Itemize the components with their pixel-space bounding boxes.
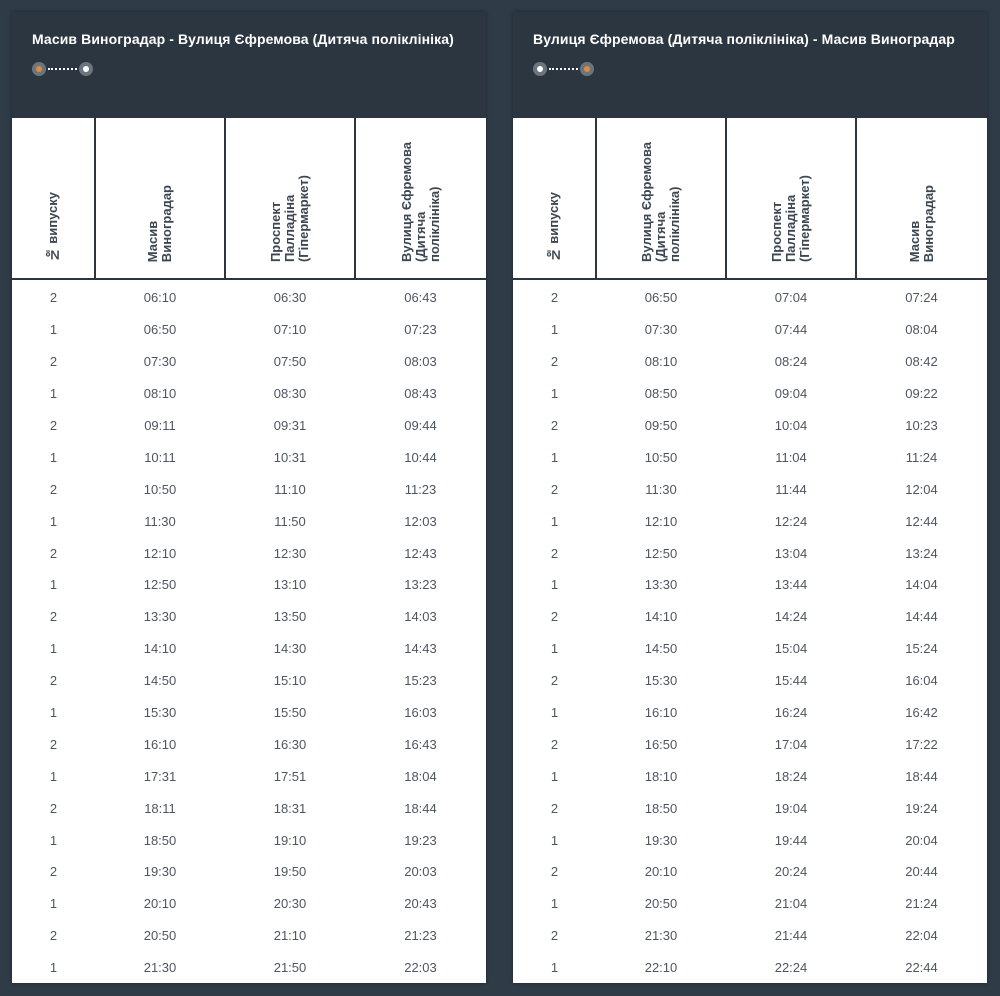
departure-number-cell: 2 [550, 673, 559, 689]
time-cell: 09:22 [905, 386, 938, 402]
departure-number-cell: 2 [550, 864, 559, 880]
time-cell: 08:30 [273, 386, 307, 402]
column-header-stop-1: Вулиця Єфремова (Дитяча поліклініка) [596, 117, 726, 279]
table-row [12, 601, 486, 633]
time-cell: 22:10 [644, 960, 678, 976]
time-cell: 20:04 [905, 832, 938, 848]
table-row [513, 697, 987, 729]
time-cell: 14:50 [644, 641, 678, 657]
time-cell: 15:04 [774, 641, 808, 657]
departure-number-cell: 2 [49, 418, 58, 433]
departure-number-cell: 1 [550, 386, 559, 402]
white-dot-icon [79, 62, 93, 76]
time-cell: 17:51 [273, 768, 307, 784]
time-cell: 18:10 [644, 768, 678, 784]
time-cell: 14:30 [273, 641, 307, 657]
departure-number-cell: 1 [49, 705, 58, 721]
table-row [513, 505, 987, 537]
schedule-panel-outbound [12, 12, 486, 983]
time-cell: 06:50 [143, 322, 177, 338]
table-row [12, 760, 486, 792]
time-cell: 11:30 [645, 481, 677, 497]
departure-number-cell: 1 [550, 641, 559, 657]
dotted-line-icon [48, 68, 77, 70]
time-cell: 10:44 [404, 449, 437, 465]
time-cell: 18:31 [273, 800, 307, 816]
departure-number-cell: 1 [550, 449, 559, 465]
time-cell: 08:04 [905, 322, 938, 338]
departure-number-cell: 2 [49, 290, 58, 306]
table-row [12, 314, 486, 346]
time-cell: 06:10 [143, 290, 177, 306]
time-cell: 10:04 [774, 418, 808, 433]
departure-number-cell: 1 [49, 577, 58, 593]
time-cell: 13:04 [774, 545, 808, 561]
time-cell: 15:30 [143, 705, 177, 721]
time-cell: 12:10 [644, 513, 678, 529]
time-cell: 17:31 [143, 768, 177, 784]
departure-number-cell: 1 [49, 832, 58, 848]
time-cell: 13:23 [404, 577, 437, 593]
time-cell: 18:50 [143, 832, 177, 848]
time-cell: 19:44 [774, 832, 808, 848]
time-cell: 10:11 [144, 449, 176, 465]
time-cell: 10:31 [273, 449, 307, 465]
time-cell: 06:50 [644, 290, 678, 306]
time-cell: 09:50 [644, 418, 678, 433]
departure-number-cell: 2 [49, 609, 58, 625]
departure-number-cell: 1 [49, 768, 58, 784]
time-cell: 21:23 [404, 928, 437, 944]
table-row [513, 856, 987, 888]
departure-number-cell: 1 [550, 768, 559, 784]
time-cell: 12:04 [905, 481, 938, 497]
time-cell: 20:44 [905, 864, 938, 880]
departure-number-cell: 2 [49, 736, 58, 752]
time-cell: 07:24 [905, 290, 938, 306]
table-row [12, 792, 486, 824]
time-cell: 20:10 [644, 864, 678, 880]
time-cell: 18:44 [404, 800, 437, 816]
time-cell: 20:43 [404, 896, 437, 912]
table-row [513, 824, 987, 856]
time-cell: 14:43 [404, 641, 437, 657]
time-cell: 09:11 [144, 418, 176, 433]
time-cell: 22:04 [905, 928, 938, 944]
time-cell: 07:50 [273, 354, 307, 370]
table-header-row [12, 117, 486, 279]
column-header-stop-3: Масив Виноградар [856, 117, 987, 279]
table-row [513, 537, 987, 569]
time-cell: 19:24 [905, 800, 938, 816]
time-cell: 22:03 [404, 960, 437, 976]
table-row [12, 633, 486, 665]
time-cell: 10:50 [644, 449, 678, 465]
table-row [513, 410, 987, 442]
departure-number-cell: 1 [49, 449, 58, 465]
column-header-stop-2: Проспект Палладіна (Гіпермаркет) [225, 117, 355, 279]
departure-number-cell: 1 [49, 896, 58, 912]
schedule-body [513, 279, 987, 983]
table-row [513, 760, 987, 792]
table-row [513, 569, 987, 601]
time-cell: 19:30 [644, 832, 678, 848]
table-row [12, 888, 486, 920]
table-row [513, 378, 987, 410]
table-row [513, 888, 987, 920]
time-cell: 21:50 [273, 960, 307, 976]
time-cell: 14:10 [644, 609, 678, 625]
time-cell: 19:30 [143, 864, 177, 880]
departure-number-cell: 1 [550, 322, 559, 338]
route-direction-icon [533, 61, 597, 77]
column-header-stop-3: Вулиця Єфремова (Дитяча поліклініка) [355, 117, 486, 279]
table-row [513, 279, 987, 314]
departure-number-cell: 2 [550, 928, 559, 944]
time-cell: 15:44 [774, 673, 808, 689]
time-cell: 21:44 [774, 928, 808, 944]
time-cell: 09:44 [404, 418, 437, 433]
departure-number-cell: 2 [550, 800, 559, 816]
departure-number-cell: 1 [49, 513, 58, 529]
time-cell: 21:04 [774, 896, 808, 912]
time-cell: 10:23 [905, 418, 938, 433]
time-cell: 17:04 [774, 736, 808, 752]
departure-number-cell: 2 [550, 354, 559, 370]
time-cell: 09:04 [774, 386, 808, 402]
table-row [12, 920, 486, 952]
departure-number-cell: 1 [550, 577, 559, 593]
table-row [513, 441, 987, 473]
time-cell: 07:30 [644, 322, 678, 338]
table-row [12, 473, 486, 505]
white-dot-icon [533, 62, 547, 76]
departure-number-cell: 2 [49, 928, 58, 944]
time-cell: 08:10 [644, 354, 678, 370]
departure-number-cell: 2 [49, 481, 58, 497]
time-cell: 08:03 [404, 354, 437, 370]
time-cell: 14:10 [143, 641, 177, 657]
time-cell: 13:30 [143, 609, 177, 625]
time-cell: 15:24 [905, 641, 938, 657]
time-cell: 14:44 [905, 609, 938, 625]
time-cell: 08:50 [644, 386, 678, 402]
departure-number-cell: 1 [550, 705, 559, 721]
time-cell: 12:50 [644, 545, 678, 561]
table-row [513, 314, 987, 346]
time-cell: 12:24 [774, 513, 808, 529]
departure-number-cell: 1 [550, 960, 559, 976]
time-cell: 12:43 [404, 545, 437, 561]
time-cell: 07:30 [143, 354, 177, 370]
departure-number-cell: 1 [550, 513, 559, 529]
table-row [12, 665, 486, 697]
time-cell: 15:10 [273, 673, 307, 689]
time-cell: 13:44 [774, 577, 808, 593]
time-cell: 13:30 [644, 577, 678, 593]
departure-number-cell: 2 [550, 290, 559, 306]
column-header-stop-2: Проспект Палладіна (Гіпермаркет) [726, 117, 856, 279]
time-cell: 21:24 [905, 896, 938, 912]
table-row [12, 728, 486, 760]
time-cell: 11:23 [404, 481, 437, 497]
route-title: Вулиця Єфремова (Дитяча поліклініка) - Масив Виноградар [533, 31, 955, 47]
column-header-departure-number: № випуску [513, 117, 596, 279]
time-cell: 22:44 [905, 960, 938, 976]
departure-number-cell: 2 [550, 545, 559, 561]
table-row [513, 665, 987, 697]
time-cell: 07:23 [404, 322, 437, 338]
time-cell: 11:24 [905, 449, 938, 465]
time-cell: 17:22 [905, 736, 938, 752]
schedule-body [12, 279, 486, 983]
departure-number-cell: 2 [550, 736, 559, 752]
departure-number-cell: 1 [49, 641, 58, 657]
time-cell: 08:42 [905, 354, 938, 370]
column-header-departure-number: № випуску [12, 117, 95, 279]
table-header-row [513, 117, 987, 279]
time-cell: 19:04 [774, 800, 808, 816]
column-header-stop-1: Масив Виноградар [95, 117, 225, 279]
time-cell: 20:03 [404, 864, 437, 880]
time-cell: 11:10 [274, 481, 306, 497]
table-row [12, 279, 486, 314]
table-row [12, 824, 486, 856]
schedule-panel-return [513, 12, 987, 983]
time-cell: 19:23 [404, 832, 437, 848]
table-row [12, 537, 486, 569]
time-cell: 13:50 [273, 609, 307, 625]
table-row [513, 346, 987, 378]
time-cell: 14:24 [774, 609, 808, 625]
time-cell: 18:50 [644, 800, 678, 816]
departure-number-cell: 2 [49, 800, 58, 816]
departure-number-cell: 1 [49, 322, 58, 338]
time-cell: 16:30 [273, 736, 307, 752]
table-row [513, 952, 987, 983]
schedule-table [12, 116, 486, 983]
table-row [12, 378, 486, 410]
schedule-table [513, 116, 987, 983]
panel-header [12, 12, 486, 116]
orange-dot-icon [32, 62, 46, 76]
time-cell: 11:50 [274, 513, 306, 529]
panel-header [513, 12, 987, 116]
route-title: Масив Виноградар - Вулиця Єфремова (Дитяча поліклініка) [32, 31, 454, 47]
time-cell: 14:04 [905, 577, 938, 593]
time-cell: 21:30 [143, 960, 177, 976]
dotted-line-icon [549, 68, 578, 70]
time-cell: 16:04 [905, 673, 938, 689]
time-cell: 12:03 [404, 513, 437, 529]
time-cell: 09:31 [273, 418, 307, 433]
time-cell: 21:10 [273, 928, 307, 944]
departure-number-cell: 2 [49, 354, 58, 370]
time-cell: 12:30 [273, 545, 307, 561]
time-cell: 15:50 [273, 705, 307, 721]
time-cell: 12:50 [143, 577, 177, 593]
time-cell: 16:43 [404, 736, 437, 752]
departure-number-cell: 2 [550, 609, 559, 625]
time-cell: 22:24 [774, 960, 808, 976]
time-cell: 16:10 [143, 736, 177, 752]
time-cell: 11:44 [775, 481, 807, 497]
table-row [12, 441, 486, 473]
time-cell: 13:24 [905, 545, 938, 561]
time-cell: 18:44 [905, 768, 938, 784]
time-cell: 13:10 [273, 577, 307, 593]
table-row [12, 410, 486, 442]
time-cell: 11:30 [144, 513, 176, 529]
departure-number-cell: 2 [550, 418, 559, 433]
time-cell: 20:10 [143, 896, 177, 912]
table-row [12, 697, 486, 729]
time-cell: 06:30 [273, 290, 307, 306]
time-cell: 08:10 [143, 386, 177, 402]
table-row [513, 728, 987, 760]
table-row [513, 920, 987, 952]
time-cell: 15:23 [404, 673, 437, 689]
time-cell: 15:30 [644, 673, 678, 689]
time-cell: 06:43 [404, 290, 437, 306]
departure-number-cell: 1 [550, 896, 559, 912]
time-cell: 07:44 [774, 322, 808, 338]
time-cell: 10:50 [143, 481, 177, 497]
time-cell: 12:10 [143, 545, 177, 561]
time-cell: 08:24 [774, 354, 808, 370]
departure-number-cell: 2 [49, 673, 58, 689]
table-row [513, 473, 987, 505]
table-row [12, 952, 486, 983]
time-cell: 20:50 [644, 896, 678, 912]
table-row [12, 505, 486, 537]
time-cell: 14:50 [143, 673, 177, 689]
table-row [513, 601, 987, 633]
time-cell: 20:30 [273, 896, 307, 912]
time-cell: 08:43 [404, 386, 437, 402]
time-cell: 16:50 [644, 736, 678, 752]
time-cell: 07:10 [273, 322, 307, 338]
orange-dot-icon [580, 62, 594, 76]
time-cell: 19:10 [273, 832, 307, 848]
time-cell: 14:03 [404, 609, 437, 625]
departure-number-cell: 2 [49, 864, 58, 880]
time-cell: 18:11 [144, 800, 176, 816]
time-cell: 16:10 [644, 705, 678, 721]
time-cell: 16:24 [774, 705, 808, 721]
departure-number-cell: 2 [49, 545, 58, 561]
table-row [12, 569, 486, 601]
table-row [513, 792, 987, 824]
table-row [12, 856, 486, 888]
time-cell: 07:04 [774, 290, 808, 306]
time-cell: 18:24 [774, 768, 808, 784]
departure-number-cell: 2 [550, 481, 559, 497]
time-cell: 16:42 [905, 705, 938, 721]
departure-number-cell: 1 [49, 386, 58, 402]
time-cell: 11:04 [775, 449, 807, 465]
time-cell: 16:03 [404, 705, 437, 721]
time-cell: 20:24 [774, 864, 808, 880]
time-cell: 20:50 [143, 928, 177, 944]
time-cell: 21:30 [644, 928, 678, 944]
time-cell: 12:44 [905, 513, 938, 529]
table-row [513, 633, 987, 665]
departure-number-cell: 1 [550, 832, 559, 848]
table-row [12, 346, 486, 378]
departure-number-cell: 1 [49, 960, 58, 976]
time-cell: 19:50 [273, 864, 307, 880]
time-cell: 18:04 [404, 768, 437, 784]
route-direction-icon [32, 61, 96, 77]
